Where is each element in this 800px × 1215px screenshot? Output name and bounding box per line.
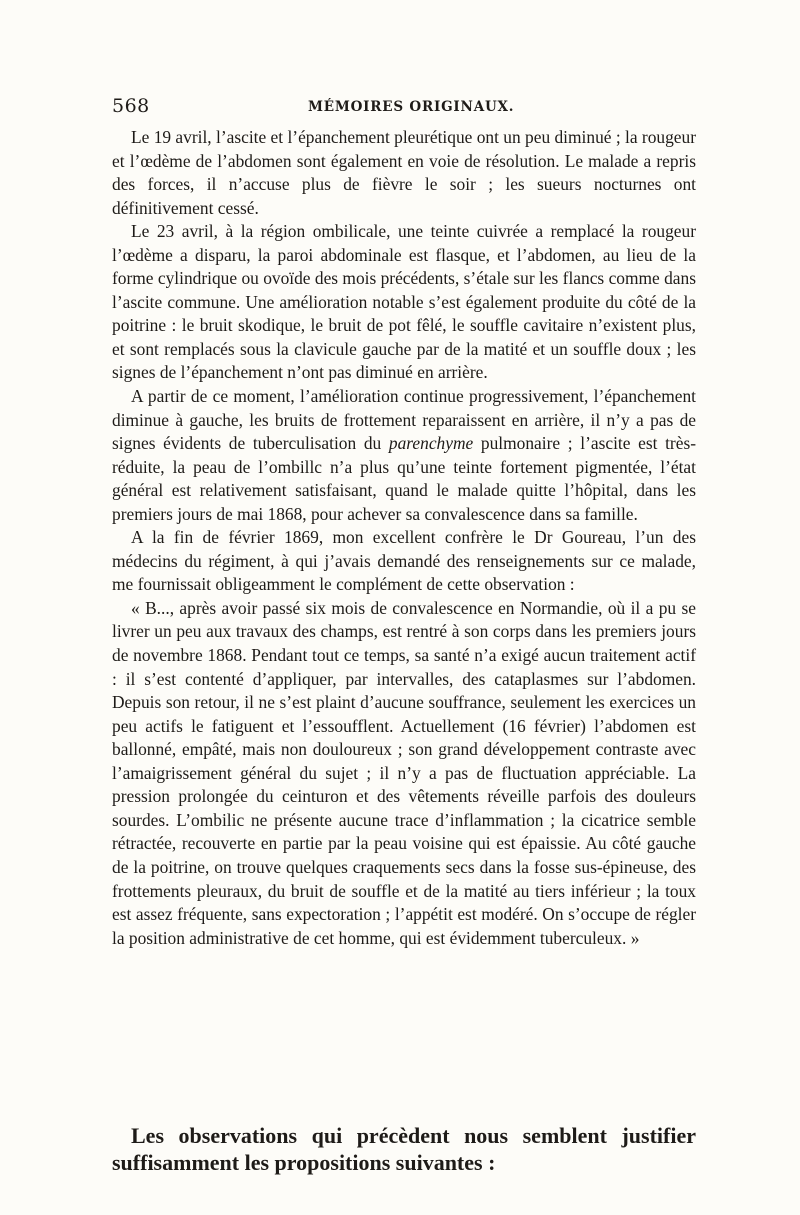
page-header <box>112 95 692 123</box>
paragraph-improvement-text-1: A partir de ce moment, l’amélioration continue progressivement, l’épanchement diminue à gauche, les bruits de frottement reparaissent en arrière, il n’y a pas de signes évidents de tuberculisation du <box>112 386 696 454</box>
body-text <box>112 126 696 950</box>
paragraph-april-19: Le 19 avril, l’ascite et l’épanchement pleurétique ont un peu diminué ; la rougeur et l’œdème de l’abdomen sont également en voie de résolution. Le malade a repris des forces, il n’accuse plus de fièvre le soir ; les sueurs nocturnes ont définitivement cessé. <box>112 127 696 218</box>
running-title: MÉMOIRES ORIGINAUX. <box>308 99 515 115</box>
paragraph-quoted-observation: « B..., après avoir passé six mois de convalescence en Normandie, où il a pu se livrer un peu aux travaux des champs, est rentré à son corps dans les premiers jours de novembre 1868. Pendant tout ce temps, sa santé n’a exigé aucun traitement actif : il s’est contenté d’appliquer, par intervalles, des cataplasmes sur l’abdomen. Depuis son retour, il ne s’est plaint d’aucune souffrance, seulement les exercices un peu actifs le fatiguent et l’essoufflent. Actuellement (16 février) l’abdomen est ballonné, empâté, mais non douloureux ; son grand développement contraste avec l’amaigrissement général du sujet ; il n’y a pas de fluctuation appréciable. La pression prolongée du ceinturon et des vêtements réveille parfois des douleurs sourdes. L’ombilic ne présente aucune trace d’inflammation ; la cicatrice semble rétractée, recouverte en partie par la peau voisine qui est épaissie. Au côté gauche de la poitrine, on trouve quelques craquements secs dans la fosse sus-épineuse, des frottements pleuraux, du bruit de souffle et de la matité au tiers inférieur ; la toux est assez fréquente, sans expectoration ; l’appétit est modéré. On s’occupe de régler la position administrative de cet homme, qui est évidemment tuberculeux. » <box>112 597 696 948</box>
paragraph-improvement <box>112 385 696 526</box>
page-number: 568 <box>112 95 150 117</box>
conclusion-heading: Les observations qui précèdent nous semblent justifier suffisamment les propositions suivantes : <box>112 1123 696 1175</box>
italic-term-parenchyme: parenchyme <box>388 433 474 454</box>
paragraph-april-23: Le 23 avril, à la région ombilicale, une teinte cuivrée a remplacé la rougeur l’œdème a disparu, la paroi abdominale est flasque, et l’abdomen, au lieu de la forme cylindrique ou ovoïde des mois précédents, s’étale sur les flancs comme dans l’ascite commune. Une amélioration notable s’est également produite du côté de la poitrine : le bruit skodique, le bruit de pot fêlé, le souffle cavitaire n’existent plus, et sont remplacés sous la clavicule gauche par de la matité et un souffle doux ; les signes de l’épanchement n’ont pas diminué en arrière. <box>112 221 696 383</box>
paragraph-improvement-text-2: pulmonaire ; l’ascite est très-réduite, la peau de l’ombillc n’a plus qu’une teinte fortement pigmentée, l’état général est relativement satisfaisant, quand le malade quitte l’hôpital, dans les premiers jours de mai 1868, pour achever sa convalescence dans sa famille. <box>112 433 696 524</box>
paragraph-february-1869: A la fin de février 1869, mon excellent confrère le Dr Goureau, l’un des médecins du régiment, à qui j’avais demandé des renseignements sur ce malade, me fournissait obligeamment le complément de cette observation : <box>112 527 696 595</box>
